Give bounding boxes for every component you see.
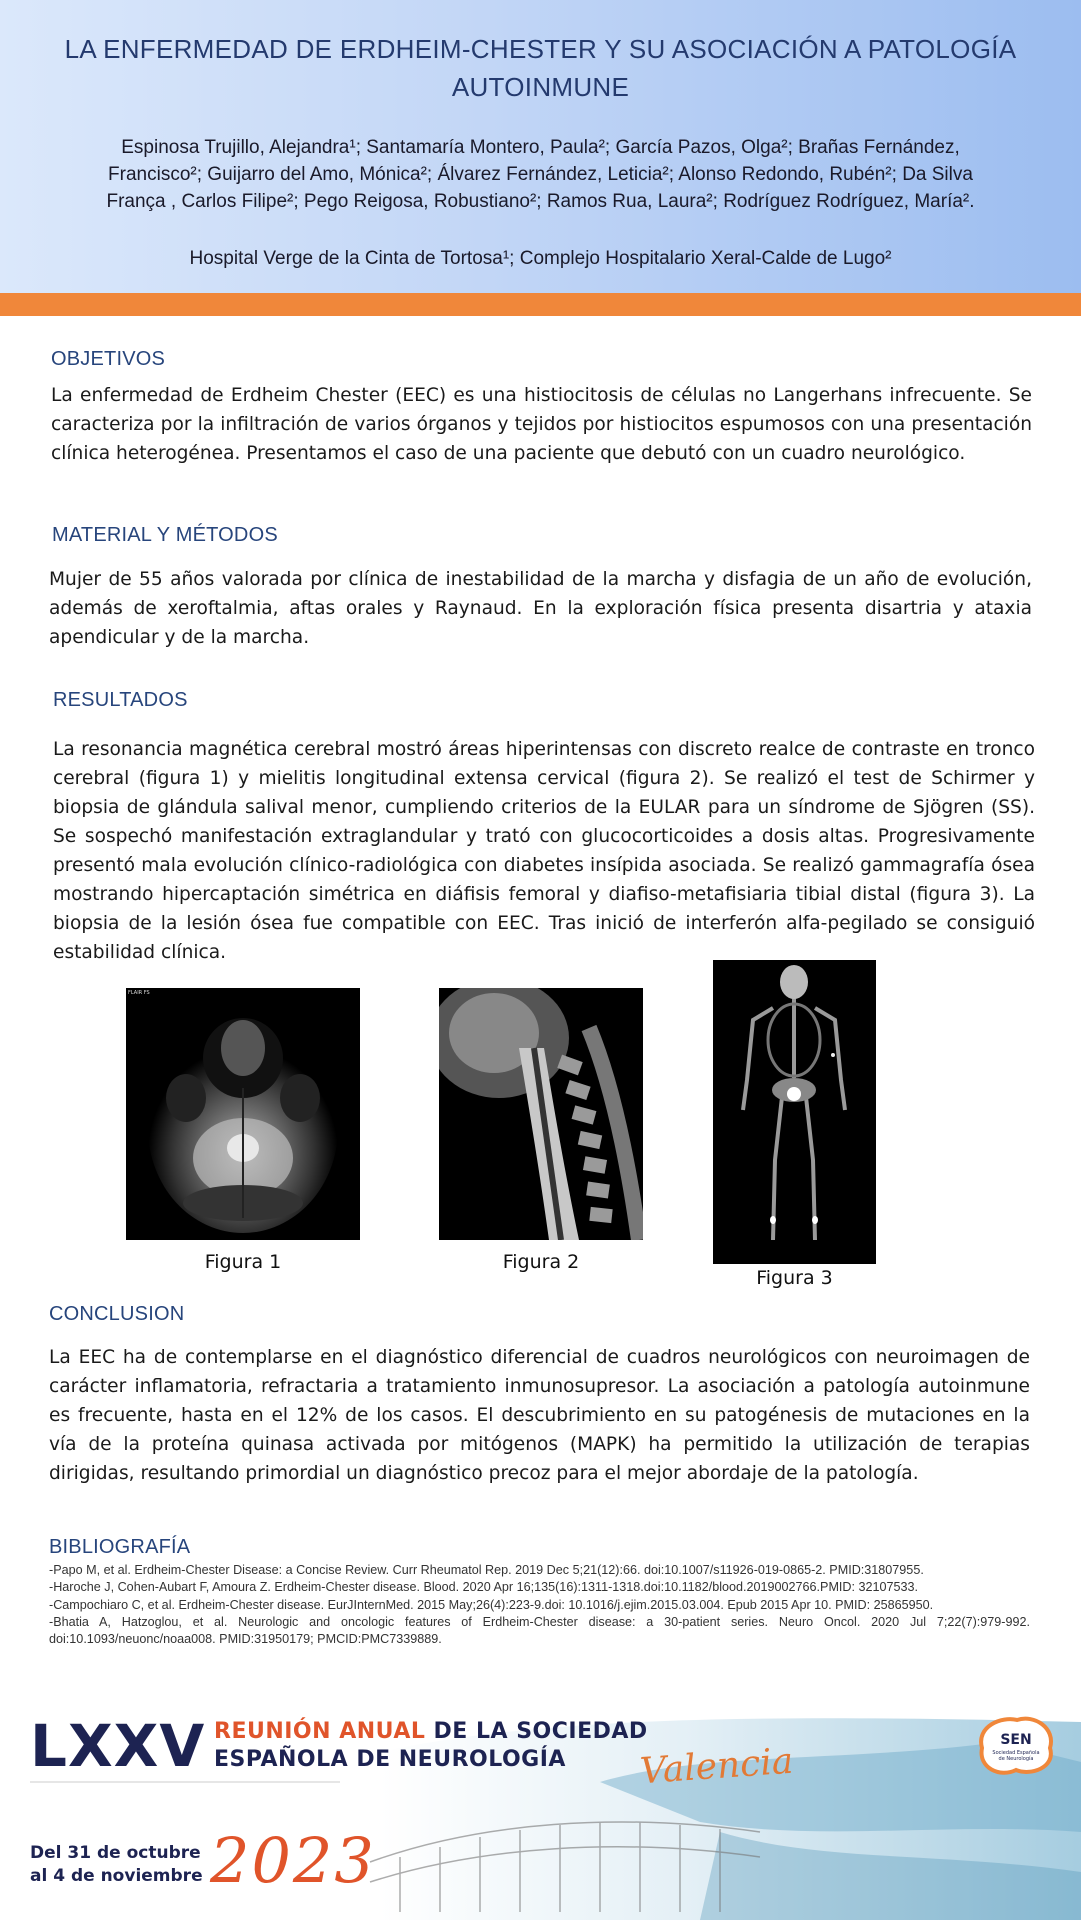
- conference-dates: [30, 1842, 203, 1888]
- affiliations: Hospital Verge de la Cinta de Tortosa¹; Complejo Hospitalario Xeral-Calde de Lugo²: [189, 248, 892, 269]
- section-heading-resultados: RESULTADOS: [53, 689, 188, 711]
- bibliography-entry: -Haroche J, Cohen-Aubart F, Amoura Z. Erdheim-Chester disease. Blood. 2020 Apr 16;135(16):1311-1318.doi:10.1182/blood.2019002766.PMID: 32107533.: [49, 1580, 919, 1595]
- conference-name-highlight: REUNIÓN ANUAL: [214, 1719, 426, 1744]
- bibliography-entry: -Papo M, et al. Erdheim-Chester Disease: a Concise Review. Curr Rheumatol Rep. 2019 Dec 5;21(12):66. doi:10.1007/s11926-019-0865-2. PMID:31807955.: [49, 1563, 924, 1577]
- figure-3-bone-scan: [713, 960, 876, 1264]
- section-heading-bibliografia: BIBLIOGRAFÍA: [49, 1536, 191, 1558]
- author-line: França , Carlos Filipe²; Pego Reigosa, Robustiano²; Ramos Rua, Laura²; Rodríguez Rodríguez, María².: [106, 191, 975, 212]
- sen-logo-acronym: SEN: [1000, 1732, 1032, 1748]
- figure-3-caption: Figura 3: [756, 1267, 833, 1289]
- conference-name-rest: DE LA SOCIEDAD: [425, 1719, 648, 1744]
- bone-scan-image: [713, 960, 876, 1264]
- section-heading-conclusion: CONCLUSION: [49, 1303, 185, 1325]
- section-heading-objetivos: OBJETIVOS: [51, 348, 166, 370]
- author-line: Francisco²; Guijarro del Amo, Mónica²; Álvarez Fernández, Leticia²; Alonso Redondo, Rubén²; Da Silva: [108, 164, 973, 185]
- figure-1-brain-mri: [126, 988, 360, 1240]
- conference-name-line1: [214, 1719, 648, 1744]
- conference-city: Valencia: [638, 1740, 795, 1793]
- bibliography-entry: -Campochiaro C, et al. Erdheim-Chester disease. EurJInternMed. 2015 May;26(4):223-9.doi: 10.1016/j.ejim.2015.03.004. Epub 2015 Apr 10. PMID: 25865950.: [49, 1597, 934, 1612]
- header-divider: [0, 293, 1081, 316]
- conference-name-line2: ESPAÑOLA DE NEUROLOGÍA: [214, 1747, 566, 1772]
- objetivos-text: La enfermedad de Erdheim Chester (EEC) es una histiocitosis de células no Langerhans infrecuente. Se caracteriza por la infiltración de varios órganos y tejidos por histiocitos espumosos con una presentación clínica heterogénea. Presentamos el caso de una paciente que debutó con un cuadro neurológico.: [51, 385, 1032, 464]
- mri-overlay-label: FLAIR FS: [128, 990, 150, 996]
- poster-header: [0, 0, 1081, 293]
- conference-edition: LXXV: [30, 1712, 206, 1780]
- resultados-text: La resonancia magnética cerebral mostró áreas hiperintensas con discreto realce de contraste en tronco cerebral (figura 1) y mielitis longitudinal extensa cervical (figura 2). Se realizó el test de Schirmer y biopsia de glándula salival menor, cumpliendo criterios de la EULAR para un síndrome de Sjögren (SS). Se sospechó manifestación extraglandular y trató con glucocorticoides a dosis altas. Progresivamente presentó mala evolución clínico-radiológica con diabetes insípida asociada. Se realizó gammagrafía ósea mostrando hipercaptación simétrica en diáfisis femoral y diafiso-metafisiaria tibial distal (figura 3). La biopsia de la lesión ósea fue compatible con EEC. Tras inició de interferón alfa-pegilado se consiguió estabilidad clínica.: [53, 739, 1035, 963]
- section-heading-material: MATERIAL Y MÉTODOS: [52, 524, 278, 546]
- figure-2-caption: Figura 2: [502, 1251, 580, 1273]
- conference-year: 2023: [210, 1824, 376, 1897]
- figure-2-spine-mri: [439, 988, 643, 1240]
- author-line: Espinosa Trujillo, Alejandra¹; Santamaría Montero, Paula²; García Pazos, Olga²; Brañas Fernández,: [121, 137, 960, 158]
- author-list: [60, 134, 1021, 215]
- bibliography-list: [49, 1562, 1030, 1648]
- figure-1-caption: Figura 1: [204, 1251, 282, 1273]
- conclusion-text: La EEC ha de contemplarse en el diagnóstico diferencial de cuadros neurológicos con neuroimagen de carácter inflamatoria, refractaria a tratamiento inmunosupresor. La asociación a patología autoinmune es frecuente, hasta en el 12% de los casos. El descubrimiento en su patogénesis de mutaciones en la vía de la proteína quinasa activada por mitógenos (MAPK) ha permitido la utilización de terapias dirigidas, resultando primordial un diagnóstico precoz para el mejor abordaje de la patología.: [49, 1347, 1030, 1484]
- dates-line: Del 31 de octubre: [30, 1843, 201, 1863]
- dates-line: al 4 de noviembre: [30, 1866, 203, 1886]
- spine-mri-image: [439, 988, 643, 1240]
- sen-logo-subtitle: Sociedad Española de Neurología: [992, 1750, 1040, 1762]
- material-text: Mujer de 55 años valorada por clínica de inestabilidad de la marcha y disfagia de un año de evolución, además de xeroftalmia, aftas orales y Raynaud. En la exploración física presenta disartria y ataxia apendicular y de la marcha.: [49, 569, 1032, 648]
- conference-banner: [0, 1712, 1081, 1920]
- bibliography-entry: -Bhatia A, Hatzoglou, et al. Neurologic and oncologic features of Erdheim-Chester disease: a 30-patient series. Neuro Oncol. 2020 Jul 7;22(7):979-992. doi:10.1093/neuonc/noaa008. PMID:31950179; PMCID:PMC7339889.: [49, 1614, 1030, 1647]
- poster-title: LA ENFERMEDAD DE ERDHEIM-CHESTER Y SU ASOCIACIÓN A PATOLOGÍA AUTOINMUNE: [64, 34, 1017, 102]
- brain-mri-image: [126, 988, 360, 1240]
